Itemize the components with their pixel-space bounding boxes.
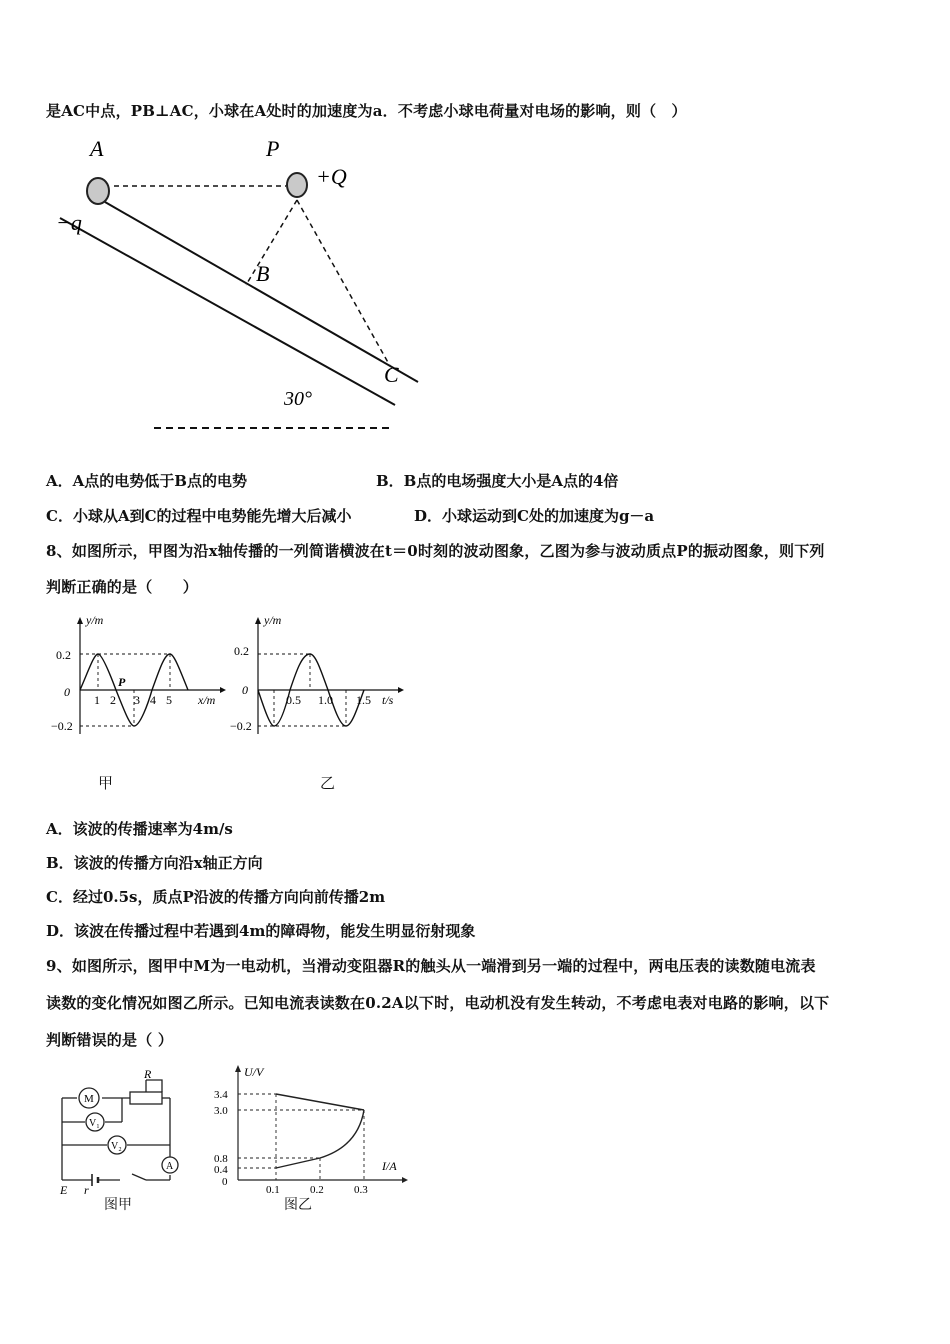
label-angle: 30° [284,388,312,410]
q8-wave-graph-jia [48,612,228,742]
q9-stem-line2: 读数的变化情况如图乙所示。已知电流表读数在0.2A以下时，电动机没有发生转动，不考虑电表对电路的影响，以下 [46,994,830,1012]
label-P: P [266,136,280,161]
q8-option-C: C．经过0.5s，质点P沿波的传播方向向前传播2m [46,888,386,906]
q7-option-B: B．B点的电场强度大小是A点的4倍 [376,472,619,490]
yi-ytick-zero: 0 [242,683,248,697]
ui-xlabel: I/A [382,1159,397,1173]
q8-option-D: D．该波在传播过程中若遇到4m的障碍物，能发生明显衍射现象 [46,922,476,940]
incline-upper-line [105,202,418,382]
ui-xtick-02: 0.2 [310,1184,324,1196]
jia-xtick-3: 3 [134,693,140,707]
label-plus-Q: +Q [316,164,347,189]
q8-vibration-graph-yi [228,612,408,742]
circuit-v1: V₁ [89,1118,100,1129]
ui-xtick-03: 0.3 [354,1184,368,1196]
dashed-pb [246,200,297,285]
jia-ytick-bottom: −0.2 [51,719,73,733]
circuit-ammeter-A: A [166,1161,174,1172]
ball-A [87,178,109,204]
q7-stem-tail: 是AC中点，PB⊥AC，小球在A处时的加速度为a．不考虑小球电荷量对电场的影响，则（ ） [46,102,687,120]
ui-xtick-01: 0.1 [266,1184,280,1196]
yi-xlabel: t/s [382,693,394,707]
q9-ui-graph [206,1062,416,1197]
label-C: C [384,362,399,387]
yi-xtick-05: 0.5 [286,693,301,707]
jia-xtick-5: 5 [166,693,172,707]
q9-caption-graph: 图乙 [284,1197,312,1213]
jia-xtick-2: 2 [110,693,116,707]
q8-caption-jia: 甲 [98,774,114,792]
q7-option-D: D．小球运动到C处的加速度为g－a [414,507,655,525]
q8-option-B: B．该波的传播方向沿x轴正方向 [46,854,263,872]
jia-ylabel: y/m [86,613,104,627]
charge-P [287,173,307,197]
q9-stem-line1: 9、如图所示，图甲中M为一电动机，当滑动变阻器R的触头从一端滑到另一端的过程中，两电压表的读数随电流表 [46,957,816,975]
label-A: A [90,136,104,161]
q9-stem-line3: 判断错误的是（ ） [46,1031,174,1049]
q8-option-A: A．该波的传播速率为4m/s [46,820,233,838]
ui-ytick-0: 0 [222,1176,228,1188]
ui-ytick-34: 3.4 [214,1089,228,1101]
yi-ylabel: y/m [264,613,282,627]
circuit-motor-M: M [84,1093,94,1105]
q7-option-A: A．A点的电势低于B点的电势 [46,472,247,490]
yi-xtick-10: 1.0 [318,693,333,707]
jia-ytick-zero: 0 [64,685,70,699]
dashed-pc [297,200,390,366]
ui-ytick-04: 0.4 [214,1164,228,1176]
q8-stem-line1: 8、如图所示，甲图为沿x轴传播的一列简谐横波在t＝0时刻的波动图象，乙图为参与波动质点P的振动图象，则下列 [46,542,825,560]
jia-xtick-1: 1 [94,693,100,707]
circuit-v2: V₂ [111,1141,122,1152]
yi-xtick-15: 1.5 [356,693,371,707]
ui-ylabel: U/V [244,1065,264,1079]
q9-caption-circuit: 图甲 [104,1197,132,1213]
ui-ytick-30: 3.0 [214,1105,228,1117]
q8-stem-line2: 判断正确的是（ ） [46,578,199,596]
label-B: B [256,261,270,286]
yi-ytick-bottom: −0.2 [230,719,252,733]
q9-circuit-diagram [52,1067,182,1210]
incline-lower-line [60,218,395,405]
upper-ui-line [276,1094,364,1110]
jia-xtick-4: 4 [150,693,156,707]
jia-ytick-top: 0.2 [56,648,71,662]
label-minus-q: −q [56,210,82,235]
circuit-emf-E: E [60,1183,68,1197]
jia-xlabel: x/m [198,693,216,707]
jia-point-P: P [118,675,126,689]
q8-caption-yi: 乙 [320,774,336,792]
circuit-resistor-R: R [144,1067,152,1081]
q7-option-C: C．小球从A到C的过程中电势能先增大后减小 [46,507,352,525]
circuit-r: r [84,1183,89,1197]
ui-ytick-08: 0.8 [214,1153,228,1165]
q7-incline-figure [50,130,450,440]
yi-ytick-top: 0.2 [234,644,249,658]
